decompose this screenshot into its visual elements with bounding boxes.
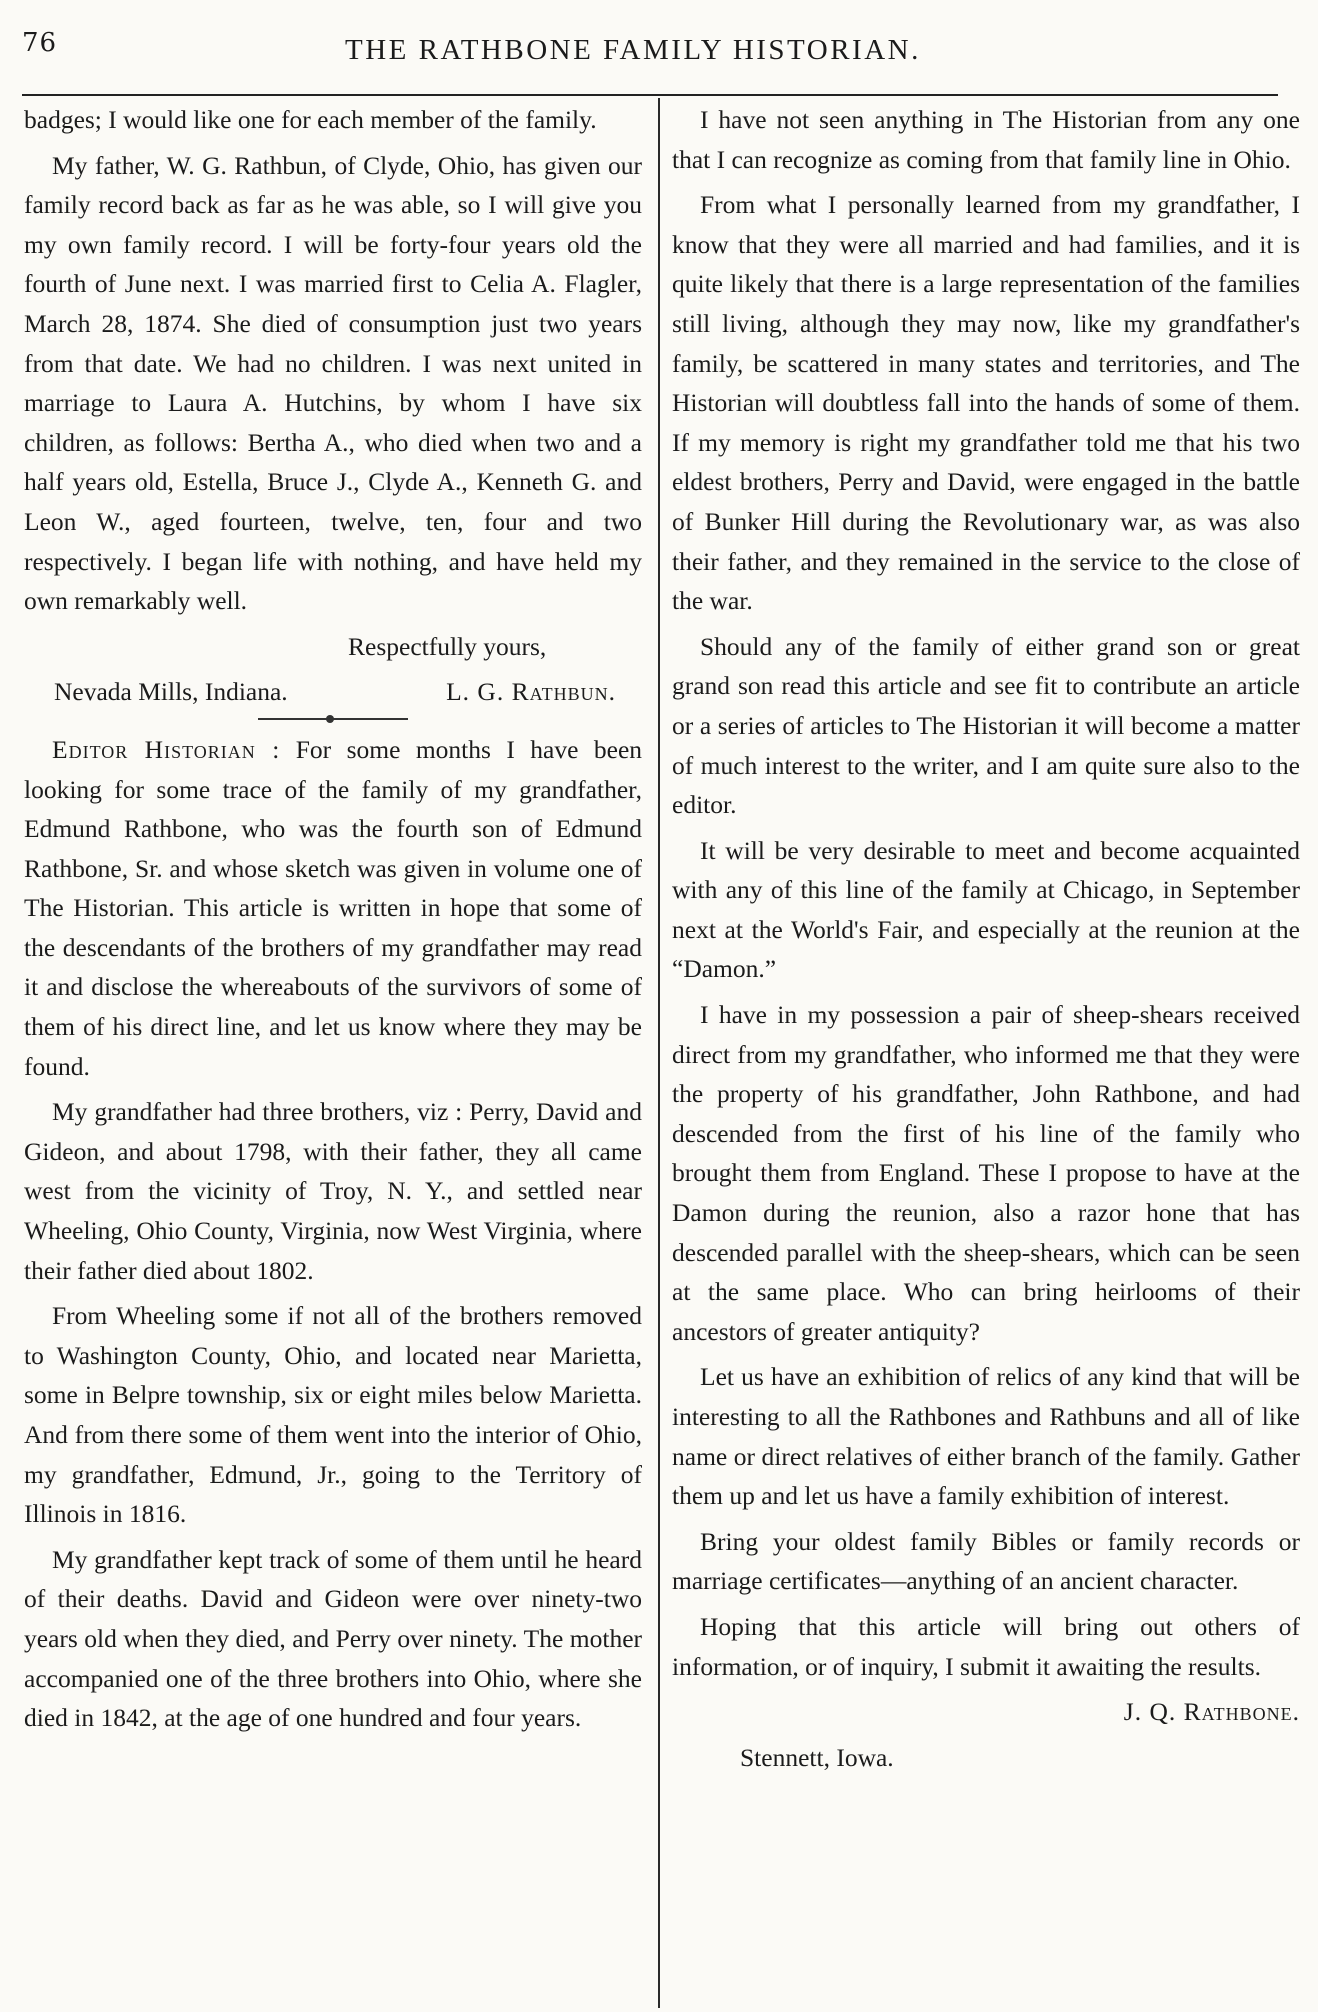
left-column (24, 100, 642, 1744)
paragraph (24, 730, 642, 1086)
section-divider (258, 718, 408, 720)
paragraph: Bring your oldest family Bibles or family records or marriage certificates—anything of an ancient character. (672, 1526, 1300, 1596)
place-name: Stennett, Iowa. (740, 1742, 894, 1772)
paragraph: Hoping that this article will bring out others of information, or of inquiry, I submit it awaiting the results. (672, 1611, 1300, 1681)
paragraph-text: For some months I have been looking for some trace of the family of my grandfather, Edmund Rathbone, who was the fourth son of Edmund Rathbone, Sr. and whose sketch was given in volume one of The Historian. This article is written in hope that some of the descendants of the brothers of my grandfather may read it and disclose the whereabouts of the survivors of some of them of his direct line, and let us know where they may be found. (24, 734, 643, 1081)
paragraph: badges; I would like one for each member of the family. (24, 105, 597, 134)
signature-line (24, 672, 642, 712)
page-header (0, 28, 1318, 72)
signer-name: J. Q. Rathbone. (1123, 1697, 1300, 1727)
editor-salutation: Editor Historian : (52, 734, 281, 764)
page-number: 76 (22, 28, 58, 58)
paragraph: I have not seen anything in The Historian from any one that I can recognize as coming from that family line in Ohio. (672, 105, 1300, 174)
header-rule (22, 94, 1278, 96)
paragraph: Let us have an exhibition of relics of any kind that will be interesting to all the Rathbones and Rathbuns and all of like name or direct relatives of either branch of the family. Gather them up and let us have a family exhibition of interest. (672, 1362, 1300, 1511)
paragraph: My grandfather kept track of some of them until he heard of their deaths. David and Gideon were over ninety-two years old when they died, and Perry over ninety. The mother accompanied one of the three brothers into Ohio, where she died in 1842, at the age of one hundred and four years. (24, 1544, 642, 1733)
place-name: Nevada Mills, Indiana. (54, 677, 288, 707)
paragraph: I have in my possession a pair of sheep-shears received direct from my grandfather, who informed me that they were the property of his grandfather, John Rathbone, and had descended from the first of his line of the family who brought them from England. These I propose to have at the Damon during the reunion, also a razor hone that has descended parallel with the sheep-shears, which can be seen at the same place. Who can bring heirlooms of their ancestors of greater antiquity? (672, 1000, 1300, 1346)
letter-closing: Respectfully yours, (348, 631, 547, 661)
right-column (672, 100, 1300, 1783)
running-title: THE RATHBONE FAMILY HISTORIAN. (345, 34, 921, 66)
signer-name: L. G. Rathbun. (446, 677, 616, 707)
paragraph: It will be very desirable to meet and become acquainted with any of this line of the family at Chicago, in September next at the World's Fair, and especially at the reunion at the “Damon.” (672, 835, 1300, 984)
paragraph: My father, W. G. Rathbun, of Clyde, Ohio, has given our family record back as far as he was able, so I will give you my own family record. I will be forty-four years old the fourth of June next. I was married first to Celia A. Flagler, March 28, 1874. She died of consumption just two years from that date. We had no children. I was next united in marriage to Laura A. Hutchins, by whom I have six children, as follows: Bertha A., who died when two and a half years old, Estella, Bruce J., Clyde A., Kenneth G. and Leon W., aged fourteen, twelve, ten, four and two respectively. I began life with nothing, and have held my own remarkably well. (24, 150, 642, 616)
paragraph: My grandfather had three brothers, viz : Perry, David and Gideon, and about 1798, with their father, they all came west from the vicinity of Troy, N. Y., and settled near Wheeling, Ohio County, Virginia, now West Virginia, where their father died about 1802. (24, 1097, 642, 1285)
paragraph: From what I personally learned from my grandfather, I know that they were all married and had families, and it is quite likely that there is a large representation of the families still living, although they may now, like my grandfather's family, be scattered in many states and territories, and The Historian will doubtless fall into the hands of some of them. If my memory is right my grandfather told me that his two eldest brothers, Perry and David, were engaged in the battle of Bunker Hill during the Revolutionary war, as was also their father, and they remained in the service to the close of the war. (672, 190, 1300, 616)
paragraph: From Wheeling some if not all of the brothers removed to Washington County, Ohio, and located near Marietta, some in Belpre township, six or eight miles below Marietta. And from there some of them went into the interior of Ohio, my grandfather, Edmund, Jr., going to the Territory of Illinois in 1816. (24, 1301, 642, 1529)
column-divider (658, 98, 660, 2008)
paragraph: Should any of the family of either grand son or great grand son read this article and see fit to contribute an article or a series of articles to The Historian it will become a matter of much interest to the writer, and I am quite sure also to the editor. (672, 631, 1300, 820)
